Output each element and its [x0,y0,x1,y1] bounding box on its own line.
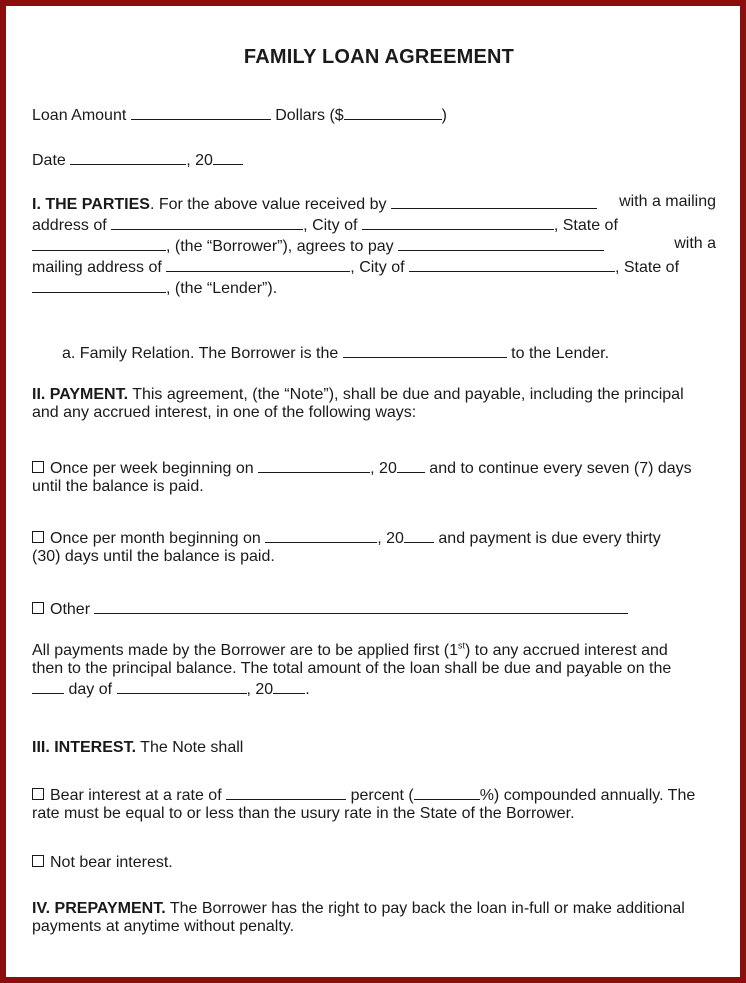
parties-text: with a mailing [619,193,716,210]
family-relation-line [62,342,722,363]
family-relation-blank[interactable] [343,342,507,358]
application-text: day of [68,681,113,698]
payment-text: and any accrued interest, in one of the following ways: [32,404,417,421]
lender-address-blank[interactable] [166,256,350,272]
dollars-label: Dollars ($ [275,107,344,124]
date-year-blank[interactable] [213,149,243,165]
weekly-checkbox[interactable] [32,461,44,473]
monthly-year-label: , 20 [377,530,404,547]
bear-interest-checkbox[interactable] [32,788,44,800]
other-text: Other [50,601,91,618]
bear-interest-text: %) compounded annually. The [479,787,696,804]
no-interest-text: Not bear interest. [50,854,173,871]
monthly-start-blank[interactable] [265,527,377,543]
date-year-label: , 20 [186,152,213,169]
borrower-city-blank[interactable] [362,214,554,230]
parties-heading: I. THE PARTIES [32,196,150,213]
borrower-state-blank[interactable] [32,235,166,251]
interest-percent-blank[interactable] [414,784,480,800]
loan-amount-label: Loan Amount [32,107,127,124]
parties-line-2 [32,214,716,235]
parties-text: with a [674,235,716,252]
payment-application [32,642,716,699]
parties-text: mailing address of [32,259,162,276]
payment-heading: II. PAYMENT. [32,386,129,403]
due-month-blank[interactable] [117,678,247,694]
parties-line-1 [32,193,716,214]
prepayment-text: The Borrower has the right to pay back the loan in-full or make additional [169,900,685,917]
received-by-blank[interactable] [391,193,597,209]
weekly-text: until the balance is paid. [32,478,204,495]
due-year-label: , 20 [246,681,274,698]
family-relation-text: to the Lender. [511,345,610,362]
bear-interest-text: Bear interest at a rate of [50,787,222,804]
interest-heading: III. INTEREST. [32,739,137,756]
parties-text: , State of [614,259,680,276]
dollars-blank[interactable] [344,104,442,120]
parties-text: . For the above value received by [149,196,387,213]
monthly-checkbox[interactable] [32,531,44,543]
payment-text: This agreement, (the “Note”), shall be due and payable, including the principal [132,386,684,403]
other-option [32,598,716,619]
application-text: then to the principal balance. The total amount of the loan shall be due and payable on the [32,660,672,677]
other-checkbox[interactable] [32,602,44,614]
lender-state-blank[interactable] [32,277,166,293]
application-text: ) to any accrued interest and [465,642,668,659]
interest-rate-blank[interactable] [226,784,346,800]
prepayment-section [32,900,716,936]
bear-interest-text: percent ( [350,787,414,804]
dollars-close: ) [441,107,447,124]
due-day-blank[interactable] [32,678,64,694]
payment-section [32,386,716,422]
weekly-option [32,457,716,496]
prepayment-heading: IV. PREPAYMENT. [32,900,166,917]
weekly-year-blank[interactable] [397,457,425,473]
no-interest-checkbox[interactable] [32,855,44,867]
bear-interest-text: rate must be equal to or less than the usury rate in the State of the Borrower. [32,805,575,822]
lender-city-blank[interactable] [409,256,615,272]
monthly-year-blank[interactable] [404,527,434,543]
weekly-text: and to continue every seven (7) days [429,460,692,477]
due-year-blank[interactable] [273,678,305,694]
interest-text: The Note shall [140,739,244,756]
parties-text: address of [32,217,107,234]
other-blank[interactable] [94,598,628,614]
monthly-text: (30) days until the balance is paid. [32,548,275,565]
weekly-start-blank[interactable] [258,457,370,473]
parties-text: , City of [303,217,358,234]
loan-amount-line [32,104,716,125]
parties-section [32,193,716,298]
weekly-text: Once per week beginning on [50,460,254,477]
borrower-address-blank[interactable] [111,214,303,230]
parties-line-3 [32,235,716,256]
parties-text: , State of [553,217,618,234]
application-superscript: st [457,640,465,651]
loan-amount-blank[interactable] [131,104,271,120]
family-relation-text: a. Family Relation. The Borrower is the [62,345,339,362]
interest-section [32,739,716,757]
weekly-year-label: , 20 [370,460,397,477]
date-label: Date [32,152,66,169]
monthly-option [32,527,716,566]
parties-line-4 [32,256,716,277]
date-line [32,149,716,170]
monthly-text: and payment is due every thirty [438,530,661,547]
prepayment-text: payments at anytime without penalty. [32,918,295,935]
date-blank[interactable] [70,149,186,165]
bear-interest-option [32,784,716,823]
parties-line-5 [32,277,716,298]
parties-text: , City of [350,259,405,276]
application-text: . [305,681,310,698]
monthly-text: Once per month beginning on [50,530,261,547]
parties-text: , (the “Lender”). [166,280,278,297]
no-interest-option [32,854,716,872]
application-text: All payments made by the Borrower are to be applied first (1 [32,642,458,659]
lender-name-blank[interactable] [398,235,604,251]
document-title: FAMILY LOAN AGREEMENT [243,46,515,68]
parties-text: , (the “Borrower”), agrees to pay [166,238,394,255]
